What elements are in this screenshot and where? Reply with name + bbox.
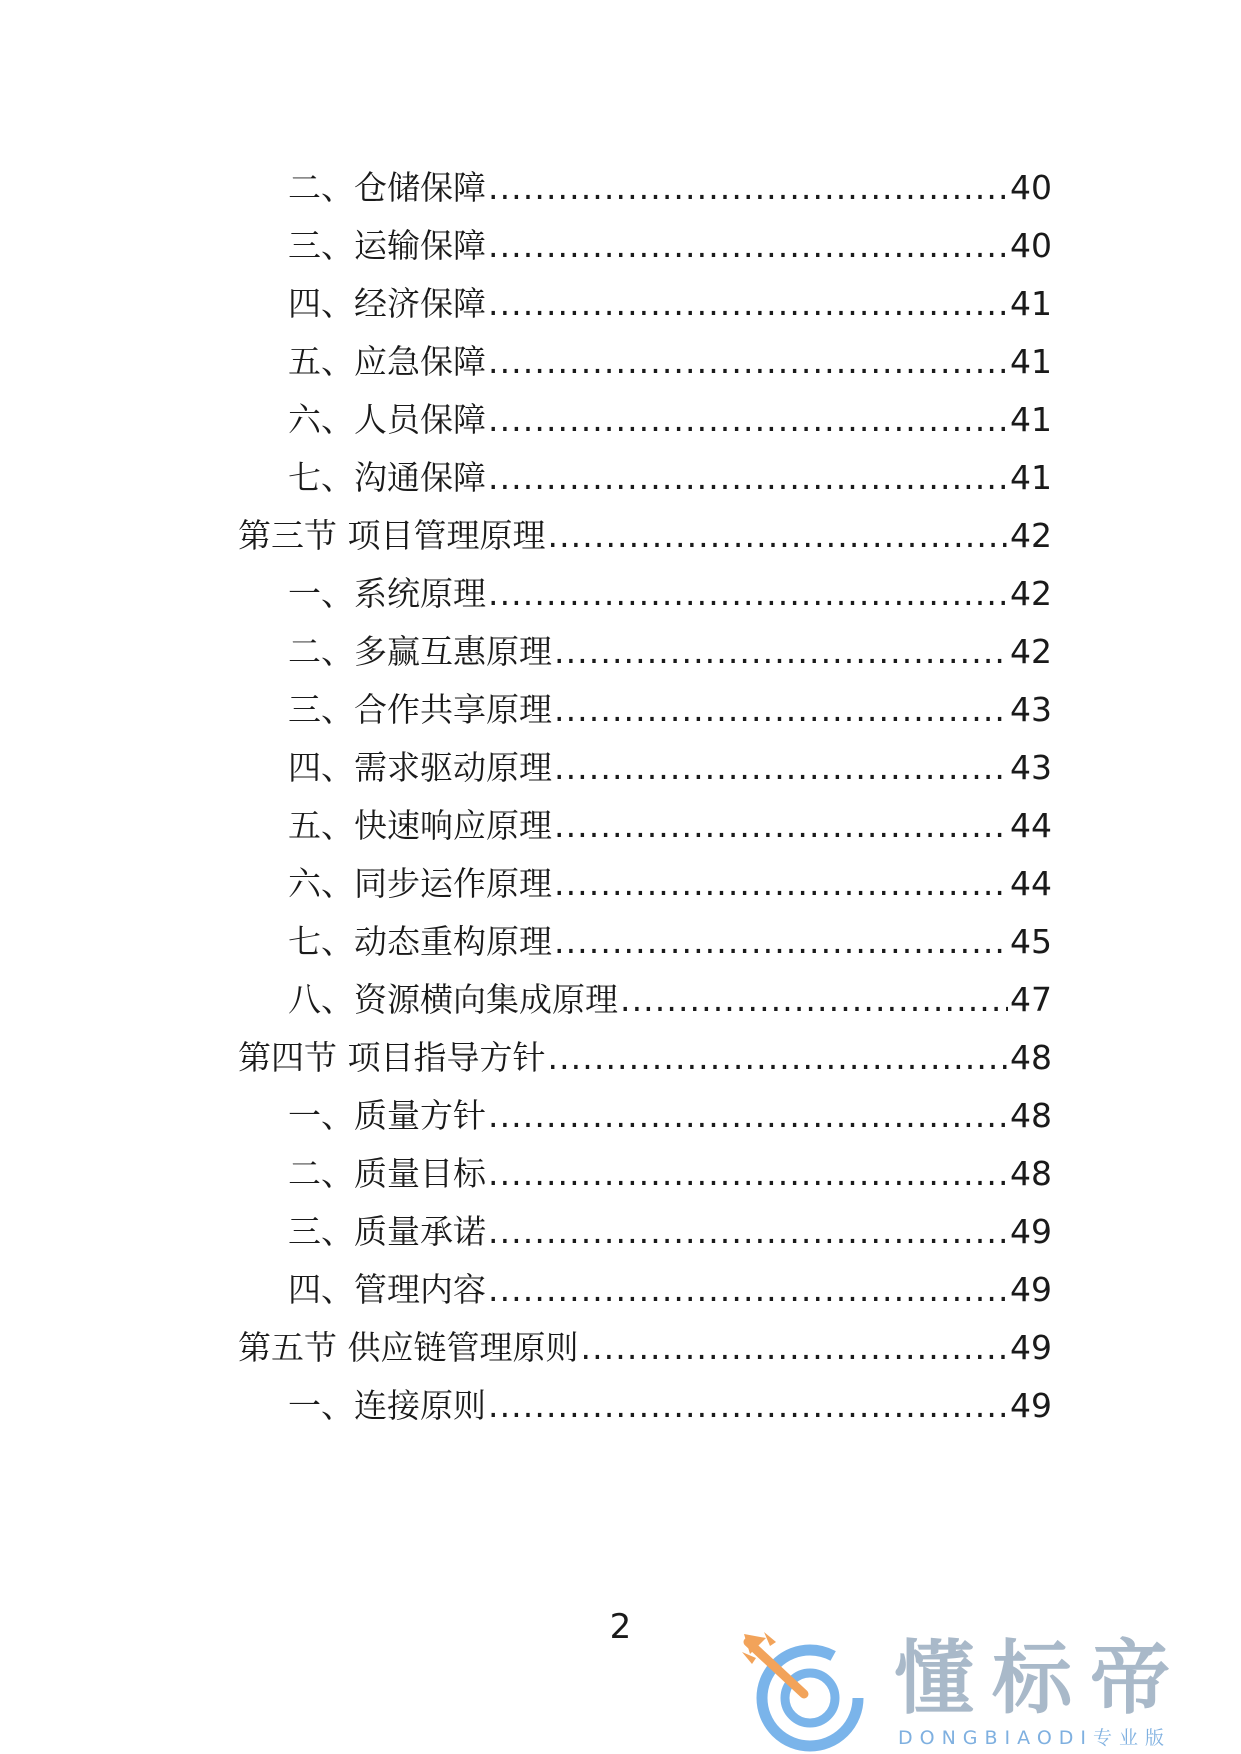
- toc-entry[interactable]: [288, 980, 1052, 1020]
- page-number: 2: [609, 1607, 632, 1647]
- toc-leader-dots: [488, 226, 1008, 266]
- toc-entry-title: 四、需求驱动原理: [288, 748, 552, 787]
- toc-leader-dots: [548, 1038, 1009, 1078]
- toc-entry-title: 第四节 项目指导方针: [238, 1038, 546, 1077]
- toc-entry-page: 43: [1010, 690, 1052, 729]
- toc-entry[interactable]: [288, 1270, 1052, 1310]
- toc-entry[interactable]: [288, 1096, 1052, 1136]
- toc-entry-title: 一、质量方针: [288, 1096, 486, 1135]
- toc-entry-page: 48: [1010, 1154, 1052, 1193]
- toc-leader-dots: [554, 632, 1008, 672]
- toc-leader-dots: [488, 1096, 1008, 1136]
- toc-entry-title: 六、人员保障: [288, 400, 486, 439]
- toc-entry-page: 42: [1010, 574, 1052, 613]
- toc-entry[interactable]: [288, 574, 1052, 614]
- toc-entry-title: 八、资源横向集成原理: [288, 980, 618, 1019]
- toc-leader-dots: [581, 1328, 1009, 1368]
- toc-leader-dots: [488, 1212, 1008, 1252]
- toc-entry-title: 一、连接原则: [288, 1386, 486, 1425]
- toc-leader-dots: [488, 284, 1008, 324]
- toc-leader-dots: [488, 1270, 1008, 1310]
- toc-entry-title: 七、动态重构原理: [288, 922, 552, 961]
- toc-entry-title: 四、经济保障: [288, 284, 486, 323]
- toc-entry-page: 49: [1010, 1386, 1052, 1425]
- toc-leader-dots: [488, 1154, 1008, 1194]
- toc-section-entry[interactable]: [238, 516, 1052, 556]
- toc-entry-title: 二、多赢互惠原理: [288, 632, 552, 671]
- toc-entry-page: 48: [1010, 1096, 1052, 1135]
- toc-leader-dots: [554, 806, 1008, 846]
- toc-entry[interactable]: [288, 632, 1052, 672]
- toc-entry-page: 42: [1010, 632, 1052, 671]
- toc-entry[interactable]: [288, 1154, 1052, 1194]
- toc-entry-title: 三、合作共享原理: [288, 690, 552, 729]
- toc-entry-page: 40: [1010, 226, 1052, 265]
- toc-entry-title: 第三节 项目管理原理: [238, 516, 546, 555]
- toc-entry[interactable]: [288, 458, 1052, 498]
- toc-entry[interactable]: [288, 806, 1052, 846]
- toc-entry-page: 45: [1010, 922, 1052, 961]
- toc-leader-dots: [488, 400, 1008, 440]
- toc-entry-page: 41: [1010, 342, 1052, 381]
- toc-entry-title: 三、运输保障: [288, 226, 486, 265]
- toc-entry-page: 40: [1010, 168, 1052, 207]
- toc-entry-page: 42: [1010, 516, 1052, 555]
- toc-entry-page: 48: [1010, 1038, 1052, 1077]
- toc-entry-page: 41: [1010, 400, 1052, 439]
- toc-entry-title: 五、应急保障: [288, 342, 486, 381]
- watermark-logo: [742, 1632, 1222, 1754]
- toc-leader-dots: [620, 980, 1008, 1020]
- toc-entry[interactable]: [288, 226, 1052, 266]
- toc-entry-page: 43: [1010, 748, 1052, 787]
- toc-entry[interactable]: [288, 284, 1052, 324]
- toc-entry[interactable]: [288, 922, 1052, 962]
- toc-entry-title: 三、质量承诺: [288, 1212, 486, 1251]
- toc-entry[interactable]: [288, 690, 1052, 730]
- toc-entry-title: 二、质量目标: [288, 1154, 486, 1193]
- toc-entry-page: 49: [1010, 1212, 1052, 1251]
- toc-entry-title: 二、仓储保障: [288, 168, 486, 207]
- toc-entry-title: 四、管理内容: [288, 1270, 486, 1309]
- toc-leader-dots: [488, 574, 1008, 614]
- watermark-brand: 懂标帝: [894, 1632, 1188, 1725]
- toc-entry-title: 七、沟通保障: [288, 458, 486, 497]
- toc-leader-dots: [554, 922, 1008, 962]
- toc-entry[interactable]: [288, 168, 1052, 208]
- toc-entry-page: 47: [1010, 980, 1052, 1019]
- toc-leader-dots: [488, 342, 1008, 382]
- toc-entry-page: 41: [1010, 284, 1052, 323]
- toc-leader-dots: [548, 516, 1009, 556]
- toc-section-entry[interactable]: [238, 1328, 1052, 1368]
- toc-entry-title: 五、快速响应原理: [288, 806, 552, 845]
- toc-entry[interactable]: [288, 864, 1052, 904]
- toc-leader-dots: [554, 690, 1008, 730]
- watermark-subtitle: DONGBIAODI专业版: [898, 1727, 1172, 1749]
- toc-leader-dots: [554, 748, 1008, 788]
- toc-entry[interactable]: [288, 748, 1052, 788]
- toc-section-entry[interactable]: [238, 1038, 1052, 1078]
- toc-leader-dots: [488, 458, 1008, 498]
- toc-leader-dots: [488, 1386, 1008, 1426]
- toc-leader-dots: [488, 168, 1008, 208]
- target-arrow-icon: [742, 1632, 872, 1754]
- toc-entry[interactable]: [288, 1212, 1052, 1252]
- toc-entry-page: 41: [1010, 458, 1052, 497]
- toc-entry[interactable]: [288, 1386, 1052, 1426]
- toc-entry-title: 第五节 供应链管理原则: [238, 1328, 579, 1367]
- toc-entry[interactable]: [288, 400, 1052, 440]
- toc-entry-page: 44: [1010, 864, 1052, 903]
- toc-leader-dots: [554, 864, 1008, 904]
- toc-entry-title: 一、系统原理: [288, 574, 486, 613]
- toc-entry-page: 49: [1010, 1270, 1052, 1309]
- toc-entry-page: 44: [1010, 806, 1052, 845]
- toc-entry-title: 六、同步运作原理: [288, 864, 552, 903]
- toc-entry[interactable]: [288, 342, 1052, 382]
- toc-entry-page: 49: [1010, 1328, 1052, 1367]
